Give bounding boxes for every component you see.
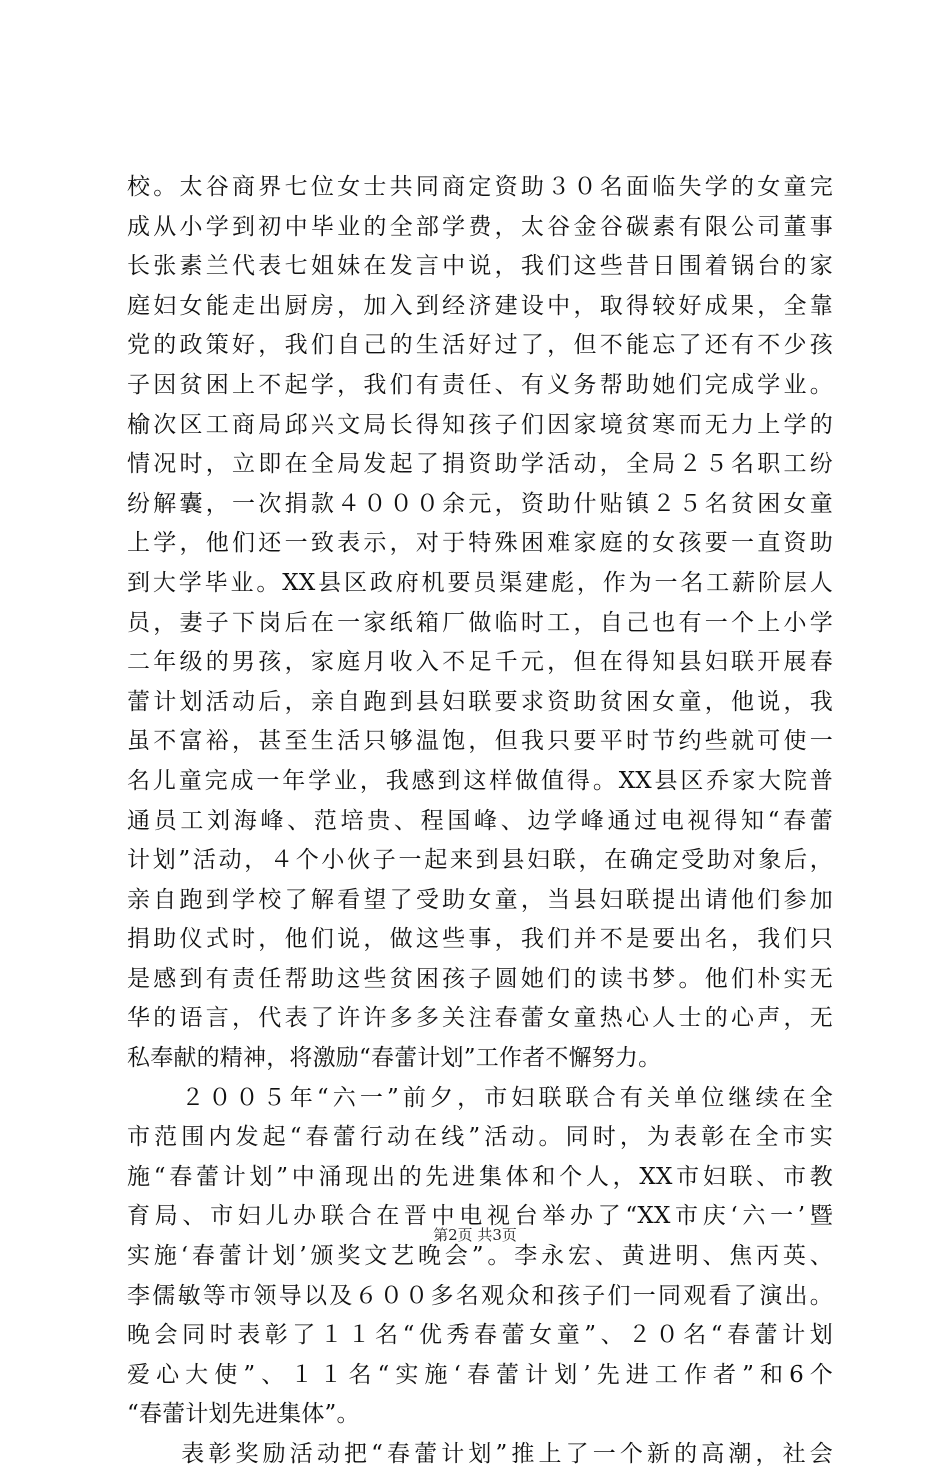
text-line: 计划”活动，４个小伙子一起来到县妇联，在确定受助对象后， [127, 847, 833, 874]
text-line: 是感到有责任帮助这些贫困孩子圆她们的读书梦。他们朴实无 [127, 965, 833, 992]
text-line: 校。太谷商界七位女士共同商定资助３０名面临失学的女童完 [127, 174, 833, 200]
text-line: 亲自跑到学校了解看望了受助女童，当县妇联提出请他们参加 [127, 886, 833, 913]
text-line: 虽不富裕，甚至生活只够温饱，但我只要平时节约些就可使一 [127, 728, 833, 755]
text-line: 子因贫困上不起学，我们有责任、有义务帮助她们完成学业。 [127, 371, 833, 398]
text-line: 纷解囊，一次捐款４０００余元，资助什贴镇２５名贫困女童 [127, 490, 833, 517]
text-line: 私奉献的精神，将激励“春蕾计划”工作者不懈努力。 [127, 1045, 662, 1072]
text-line: 晚会同时表彰了１１名“优秀春蕾女童”、２０名“春蕾计划 [127, 1322, 833, 1349]
text-line: 捐助仪式时，他们说，做这些事，我们并不是要出名，我们只 [127, 926, 833, 953]
text-line: 员，妻子下岗后在一家纸箱厂做临时工，自己也有一个上小学 [127, 609, 833, 636]
text-line: 华的语言，代表了许许多多关注春蕾女童热心人士的心声，无 [127, 1005, 833, 1032]
text-line: “春蕾计划先进集体”。 [127, 1401, 360, 1428]
text-line: ２００５年“六一”前夕，市妇联联合有关单位继续在全 [127, 1084, 833, 1111]
text-line: 育局、市妇儿办联合在晋中电视台举办了“XX市庆‘六一’暨 [127, 1203, 833, 1230]
text-line: 成从小学到初中毕业的全部学费，太谷金谷碳素有限公司董事 [127, 213, 833, 240]
body-text [127, 168, 833, 1475]
text-line: 党的政策好，我们自己的生活好过了，但不能忘了还有不少孩 [127, 332, 833, 359]
text-line: 表彰奖励活动把“春蕾计划”推上了一个新的高潮，社会 [127, 1441, 833, 1467]
text-line: 庭妇女能走出厨房，加入到经济建设中，取得较好成果，全靠 [127, 292, 833, 319]
page-number: 第2页 共3页 [433, 1226, 517, 1244]
text-line: 爱心大使”、１１名“实施‘春蕾计划’先进工作者”和6个 [127, 1361, 833, 1388]
text-line: 名儿童完成一年学业，我感到这样做值得。XX县区乔家大院普 [127, 767, 833, 794]
text-line: 到大学毕业。XX县区政府机要员渠建彪，作为一名工薪阶层人 [127, 569, 833, 596]
text-line: 榆次区工商局邱兴文局长得知孩子们因家境贫寒而无力上学的 [127, 411, 833, 438]
text-line: 施“春蕾计划”中涌现出的先进集体和个人，XX市妇联、市教 [127, 1163, 833, 1190]
text-line: 市范围内发起“春蕾行动在线”活动。同时，为表彰在全市实 [127, 1124, 833, 1151]
text-line: 蕾计划活动后，亲自跑到县妇联要求资助贫困女童，他说，我 [127, 688, 833, 715]
text-line: 通员工刘海峰、范培贵、程国峰、边学峰通过电视得知“春蕾 [127, 807, 833, 834]
text-line: 上学，他们还一致表示，对于特殊困难家庭的女孩要一直资助 [127, 530, 833, 557]
text-line: 情况时，立即在全局发起了捐资助学活动，全局２５名职工纷 [127, 451, 833, 478]
text-line: 李儒敏等市领导以及６００多名观众和孩子们一同观看了演出。 [127, 1282, 833, 1309]
text-line: 实施‘春蕾计划’颁奖文艺晚会”。李永宏、黄进明、焦丙英、 [127, 1243, 833, 1270]
text-line: 长张素兰代表七姐妹在发言中说，我们这些昔日围着锅台的家 [127, 253, 833, 280]
text-line: 二年级的男孩，家庭月收入不足千元，但在得知县妇联开展春 [127, 649, 833, 676]
